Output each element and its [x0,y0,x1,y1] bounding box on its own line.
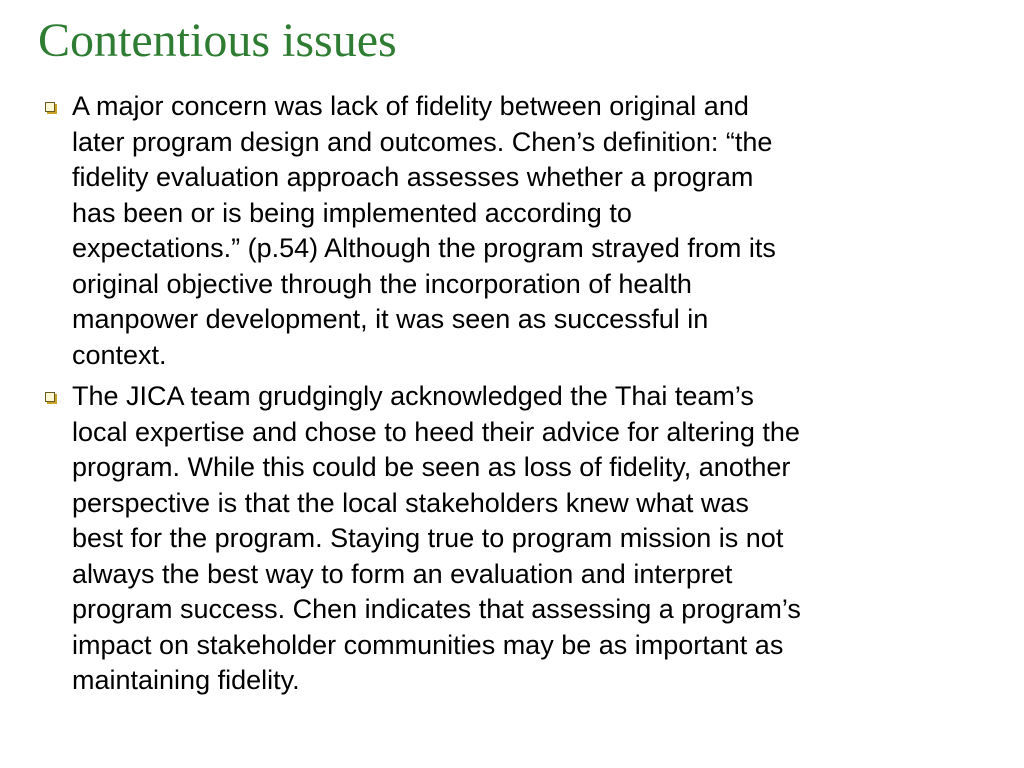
bullet-text: A major concern was lack of fidelity between original and later program design and outcomes. Chen’s definition: “the fidelity evaluation approach assesses whether a program has been or is being implemented according to expectations.” (p.54) Although the program strayed from its original objective through the incorporation of health manpower development, it was seen as successful in context. [72,91,776,370]
bullet-item [44,89,1004,373]
slide-title: Contentious issues [38,14,397,67]
bullet-list [44,89,1004,705]
bullet-item [44,379,1004,699]
square-bullet-icon [45,392,55,402]
square-bullet-icon [45,102,55,112]
bullet-text: The JICA team grudgingly acknowledged the Thai team’s local expertise and chose to heed their advice for altering the program. While this could be seen as loss of fidelity, another perspective is that the local stakeholders knew what was best for the program. Staying true to program mission is not always the best way to form an evaluation and interpret program success. Chen indicates that assessing a program’s impact on stakeholder communities may be as important as maintaining fidelity. [72,381,801,695]
